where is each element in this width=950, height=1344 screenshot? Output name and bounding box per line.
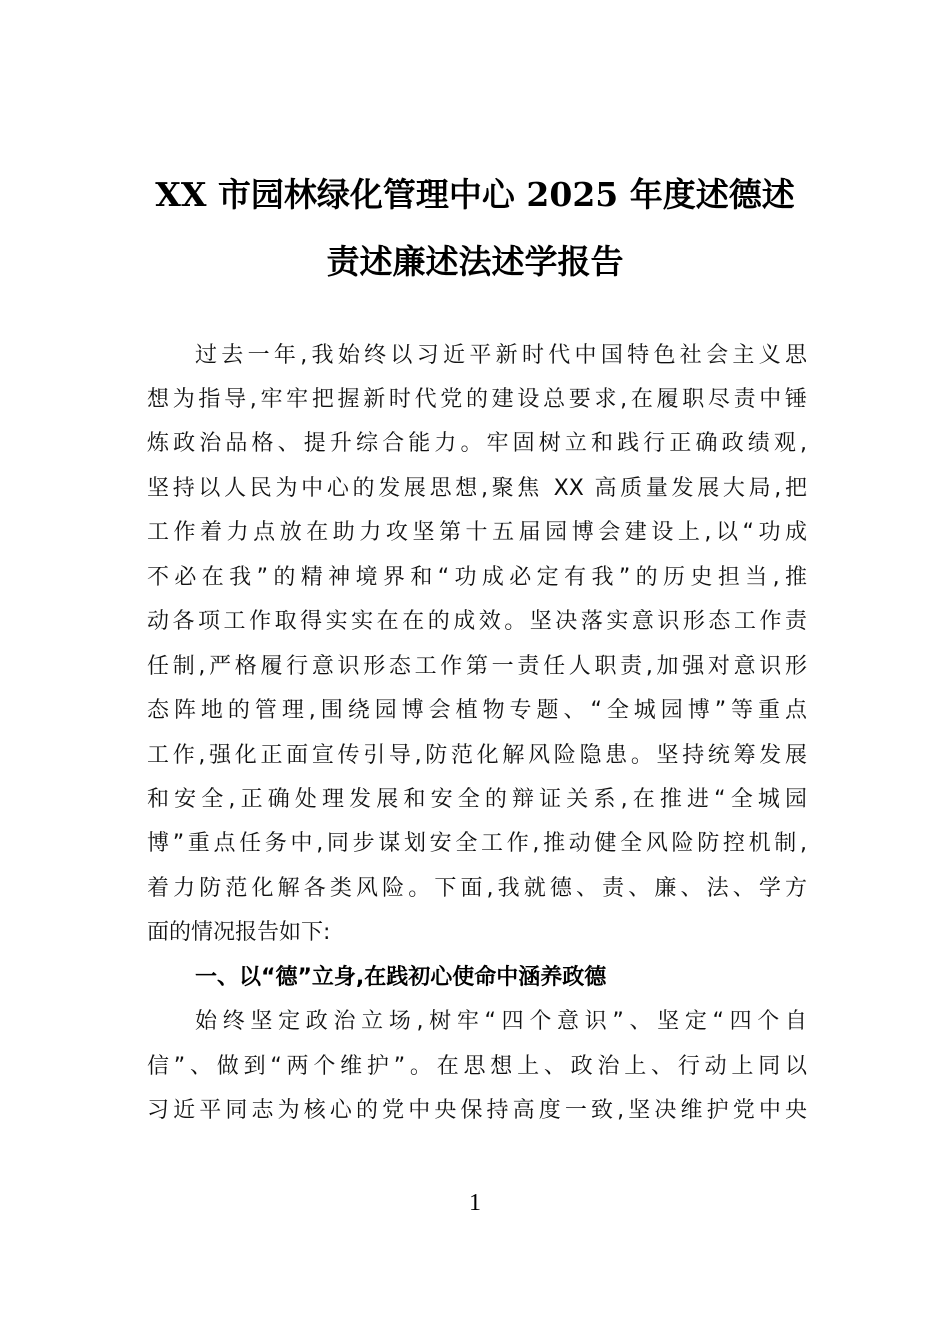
intro-paragraph-line: 工作着力点放在助力攻坚第十五届园博会建设上,以“功成: [147, 520, 807, 545]
section-1-paragraph-line: 始终坚定政治立场,树牢“四个意识”、坚定“四个自: [195, 1009, 807, 1034]
intro-paragraph-line: 过去一年,我始终以习近平新时代中国特色社会主义思: [195, 343, 807, 368]
section-1-paragraph-line: 习近平同志为核心的党中央保持高度一致,坚决维护党中央: [147, 1098, 807, 1123]
section-1-heading: 一、以“德”立身,在践初心使命中涵养政德: [195, 965, 607, 990]
intro-paragraph-line: 想为指导,牢牢把握新时代党的建设总要求,在履职尽责中锤: [147, 387, 807, 412]
intro-paragraph-line: 任制,严格履行意识形态工作第一责任人职责,加强对意识形: [147, 654, 807, 679]
section-1-paragraph-line: 信”、做到“两个维护”。在思想上、政治上、行动上同以: [147, 1054, 807, 1079]
intro-paragraph-line: 着力防范化解各类风险。下面,我就德、责、廉、法、学方: [147, 876, 807, 901]
intro-paragraph-line: 炼政治品格、提升综合能力。牢固树立和践行正确政绩观,: [147, 431, 807, 456]
intro-paragraph-line: 工作,强化正面宣传引导,防范化解风险隐患。坚持统筹发展: [147, 743, 807, 768]
intro-paragraph-line: 面的情况报告如下:: [147, 920, 331, 945]
page-number: 1: [469, 1190, 481, 1216]
intro-paragraph-line: 动各项工作取得实实在在的成效。坚决落实意识形态工作责: [147, 609, 807, 634]
document-title-line-2: 责述廉述法述学报告: [326, 242, 624, 281]
intro-paragraph-line: 和安全,正确处理发展和安全的辩证关系,在推进“全城园: [147, 787, 807, 812]
document-title-line-1: XX 市园林绿化管理中心 2025 年度述德述: [155, 175, 795, 214]
intro-paragraph-line: 不必在我”的精神境界和“功成必定有我”的历史担当,推: [147, 565, 807, 590]
intro-paragraph-line: 态阵地的管理,围绕园博会植物专题、“全城园博”等重点: [147, 698, 807, 723]
intro-paragraph-line: 坚持以人民为中心的发展思想,聚焦 XX 高质量发展大局,把: [147, 476, 807, 501]
intro-paragraph-line: 博”重点任务中,同步谋划安全工作,推动健全风险防控机制,: [147, 831, 807, 856]
